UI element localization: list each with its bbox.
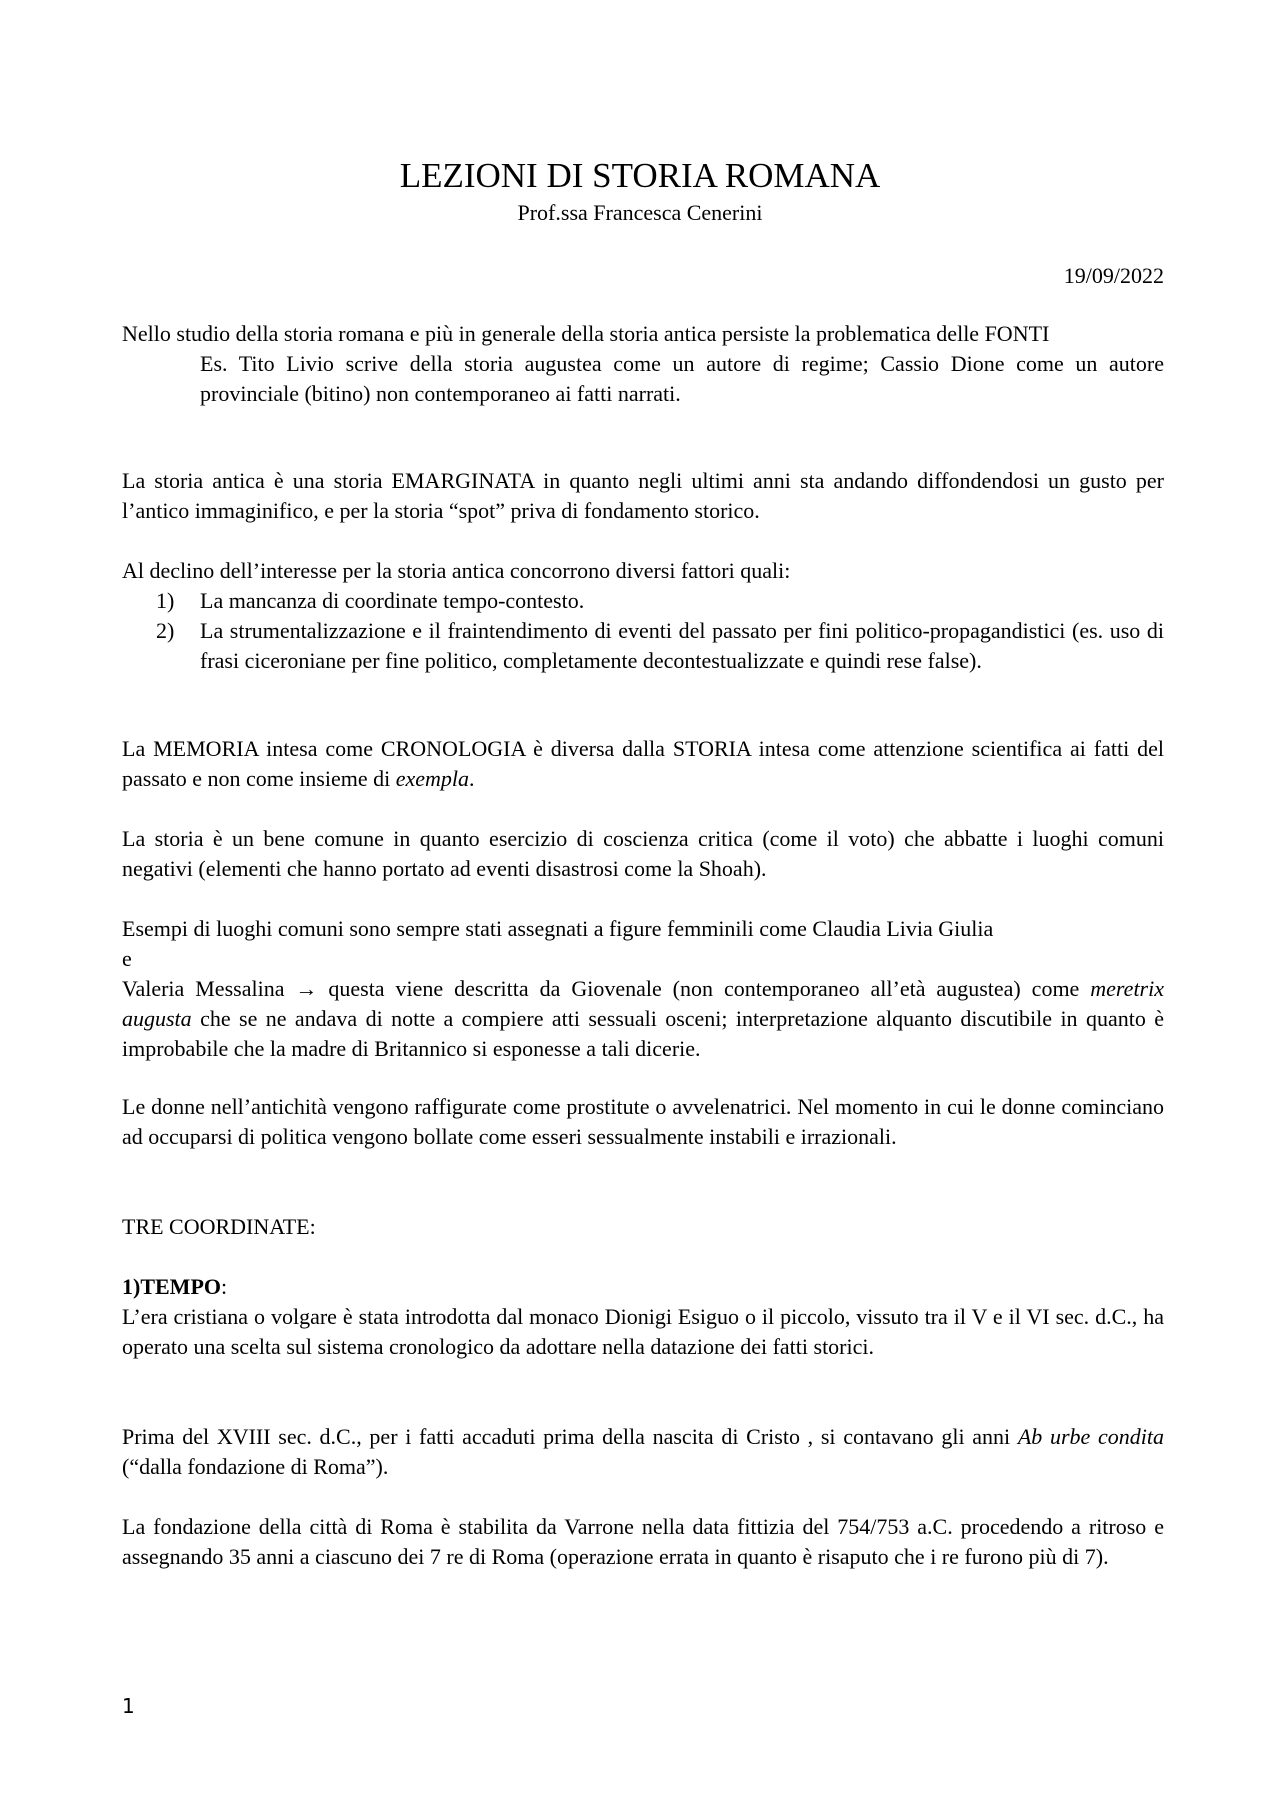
factors-list [122,586,1164,676]
list-item-text: La mancanza di coordinate tempo-contesto. [200,588,585,613]
heading-colon: : [221,1274,228,1299]
text-run: Valeria Messalina → questa viene descritta da Giovenale (non contemporaneo all’età augustea) come [122,976,1091,1001]
paragraph-text [122,974,1164,1064]
paragraph-text: Esempi di luoghi comuni sono sempre stati assegnati a figure femminili come Claudia Livia Giulia [122,916,994,941]
paragraph-text: Al declino dell’interesse per la storia antica concorrono diversi fattori quali: [122,558,791,583]
paragraph-luoghi-comuni [122,914,1164,1064]
paragraph-decline [122,556,1164,676]
paragraph-emarginata: La storia antica è una storia EMARGINATA in quanto negli ultimi anni sta andando diffondendosi un gusto per l’antico immaginifico, e per la storia “spot” priva di fondamento storico. [122,468,1164,523]
paragraph-era-cristiana: L’era cristiana o volgare è stata introdotta dal monaco Dionigi Esiguo o il piccolo, vissuto tra il V e il VI sec. d.C., ha operato una scelta sul sistema cronologico da adottare nella datazione dei fatti storici. [122,1304,1164,1359]
coordinates-heading: TRE COORDINATE: [122,1214,316,1239]
paragraph-text: Nello studio della storia romana e più in generale della storia antica persiste la problematica delle FONTI [122,321,1050,346]
list-item-text: La strumentalizzazione e il fraintendimento di eventi del passato per fini politico-propagandistici (es. uso di frasi ciceroniane per fine politico, completamente decontestualizzate e quindi rese false). [200,618,1164,673]
list-item [122,586,1164,616]
section-heading-tempo [122,1272,1164,1302]
author-line: Prof.ssa Francesca Cenerini [517,200,763,225]
italic-term: Ab urbe condita [1017,1424,1164,1449]
paragraph-text: e [122,946,132,971]
italic-term: exempla [395,766,470,791]
text-run: Prima del XVIII sec. d.C., per i fatti accaduti prima della nascita di Cristo , si contavano gli anni [122,1424,1018,1449]
page-number: 1 [122,1694,135,1718]
paragraph-fondazione: La fondazione della città di Roma è stabilita da Varrone nella data fittizia del 754/753 a.C. procedendo a ritroso e assegnando 35 anni a ciascuno dei 7 re di Roma (operazione errata in quanto è risaputo che i re furono più di 7). [122,1514,1164,1569]
paragraph-donne: Le donne nell’antichità vengono raffigurate come prostitute o avvelenatrici. Nel momento in cui le donne cominciano ad occuparsi di politica vengono bollate come esseri sessualmente instabili e irrazionali. [122,1094,1164,1149]
list-number: 2) [156,618,175,643]
paragraph-memoria [122,734,1164,794]
list-item [122,616,1164,676]
document-title: LEZIONI DI STORIA ROMANA [399,156,881,195]
list-number: 1) [156,588,175,613]
paragraph-sources [122,319,1164,409]
paragraph-bene-comune: La storia è un bene comune in quanto esercizio di coscienza critica (come il voto) che abbatte i luoghi comuni negativi (elementi che hanno portato ad eventi disastrosi come la Shoah). [122,826,1164,881]
section-heading-label: 1)TEMPO [122,1274,221,1299]
example-text: Es. Tito Livio scrive della storia augustea come un autore di regime; Cassio Dione come un autore provinciale (bitino) non contemporaneo ai fatti narrati. [200,351,1164,406]
text-run: . [469,766,475,791]
paragraph-ab-urbe-condita [122,1422,1164,1482]
text-run: che se ne andava di notte a compiere atti sessuali osceni; interpretazione alquanto discutibile in quanto è improbabile che la madre di Britannico si esponesse a tali dicerie. [122,1006,1164,1061]
italic-term: meretrix augusta [122,976,1164,1031]
lecture-date: 19/09/2022 [1063,263,1164,288]
text-run: (“dalla fondazione di Roma”). [122,1454,389,1479]
text-run: La MEMORIA intesa come CRONOLOGIA è diversa dalla STORIA intesa come attenzione scientifica ai fatti del passato e non come insieme di [122,736,1164,791]
